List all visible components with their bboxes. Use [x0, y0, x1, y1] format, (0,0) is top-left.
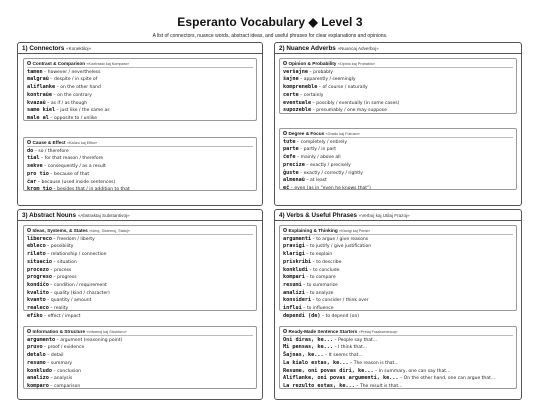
list-item: rilato – relationship / connection — [27, 251, 107, 258]
circle-icon — [283, 61, 287, 65]
list-item: parte – partly / in part — [283, 146, 337, 153]
section-opinion-probability — [279, 58, 517, 114]
list-item: ĉefe – mainly / above all — [283, 154, 341, 161]
list-item: supozeble – presumably / one may suppose — [283, 107, 387, 114]
section-heading: Ideas, Systems, & States «Ideoj, Sistemoj, Statoj» — [27, 228, 253, 235]
circle-icon — [27, 228, 31, 232]
list-item: same kiel – just like / the same as — [27, 107, 110, 114]
list-item: argumenti – to argue / give reasons — [283, 235, 369, 242]
list-item: realeco – reality — [27, 305, 69, 312]
circle-icon — [283, 329, 287, 333]
list-item: situacio – situation — [27, 258, 77, 265]
section-heading: Ready-Made Sentence Starters «Pretaj Frazkomencoj» — [283, 329, 513, 336]
list-item: kondiĉo – condition / requirement — [27, 281, 107, 288]
list-item: tute – completely / entirely — [283, 138, 347, 145]
section-information-structure — [23, 326, 257, 389]
section-heading: Degree & Focus «Grado kaj Fokuso» — [283, 131, 513, 138]
list-item: do – so / therefore — [27, 147, 69, 154]
list-item: kompari – to compare — [283, 274, 336, 281]
list-item: kvazaŭ – as if / as though — [27, 99, 88, 106]
list-item: malgraŭ – despite / in spite of — [27, 76, 98, 83]
list-item: kvanto – quantity / amount — [27, 297, 92, 304]
list-item: Resume, oni povas diri, ke... – In summary, one can say that... — [283, 367, 451, 374]
list-item: konkludi – to conclude — [283, 266, 340, 273]
section-heading: Explaining & Thinking «Klarigi kaj Pensi» — [283, 228, 513, 235]
list-item: Oni diras, ke... – People say that... — [283, 336, 378, 343]
list-item: almenaŭ – at least — [283, 177, 327, 184]
section-contrast-comparison — [23, 58, 257, 121]
section-heading: Cause & Effect «Kaŭzo kaj Efiko» — [27, 140, 253, 147]
list-item: pravigi – to justify / give justification — [283, 243, 372, 250]
page-title: Esperanto Vocabulary ◆ Level 3 — [177, 15, 363, 29]
list-item: konkludo – conclusion — [27, 367, 81, 374]
page-subtitle: A list of connectors, nuance words, abstract ideas, and useful phrases for clear explanations and opinions. — [152, 33, 388, 39]
panel-connectors — [17, 42, 263, 206]
list-item: ŝajne – apparently / seemingly — [283, 76, 356, 83]
circle-icon — [27, 329, 31, 333]
list-item: kvalito – quality (kind / character) — [27, 289, 110, 296]
list-item: Mi pensas, ke... – I think that... — [283, 344, 368, 351]
list-item: pruvo – proof / evidence — [27, 344, 85, 351]
list-item: ĉar – because (used inside sentences) — [27, 178, 116, 185]
list-item: priskribi – to describe — [283, 258, 342, 265]
list-item: resumi – to summarize — [283, 281, 338, 288]
list-item: detalo – detail — [27, 352, 64, 359]
list-item: klarigi – to explain — [283, 251, 333, 258]
section-heading: Information & Structure «Informoj kaj Strukturo» — [27, 329, 253, 336]
panel-verbs-phrases — [274, 209, 522, 400]
list-item: La rezulto estas, ke... – The result is that... — [283, 382, 403, 389]
list-item: Aliflanke, oni povas argumenti, ke... – On the other hand, one can argue that... — [283, 375, 496, 382]
list-item: kontraŭe – on the contrary — [27, 91, 92, 98]
list-item: analizo – analysis — [27, 375, 73, 382]
panel-heading: 1) Connectors «Konektiloj» — [18, 43, 262, 54]
circle-icon — [27, 61, 31, 65]
list-item: tial – for that reason / therefore — [27, 155, 104, 162]
list-item: sekve – consequently / as a result — [27, 163, 106, 170]
list-item: certe – certainly — [283, 91, 324, 98]
panel-heading: 3) Abstract Nouns «Abstraktaj Substantivoj» — [18, 210, 262, 221]
list-item: dependi (de) – to depend (on) — [283, 312, 360, 319]
list-item: pro tio – because of that — [27, 170, 90, 177]
list-item: ĝuste – exactly / correctly / rightly — [283, 169, 363, 176]
list-item: verŝajne – probably — [283, 68, 333, 75]
section-heading: Opinion & Probability «Opinio kaj Probablo» — [283, 61, 513, 68]
list-item: eĉ – even (as in "even he knows that") — [283, 184, 371, 191]
panel-heading: 4) Verbs & Useful Phrases «Verboj kaj Utilaj Frazoj» — [275, 210, 521, 221]
list-item: krom tio – besides that / in addition to that — [27, 186, 130, 193]
list-item: procezo – process — [27, 266, 72, 273]
list-item: argumento – argument (reasoning point) — [27, 336, 123, 343]
list-item: aliflanke – on the other hand — [27, 84, 101, 91]
section-ideas-systems-states — [23, 225, 257, 319]
list-item: kompreneble – of course / naturally — [283, 84, 368, 91]
list-item: tamen – however / nevertheless — [27, 68, 101, 75]
circle-icon — [27, 140, 31, 144]
list-item: male al – opposite to / unlike — [27, 114, 98, 121]
list-item: precize – exactly / precisely — [283, 161, 351, 168]
list-item: konsideri – to consider / think over — [283, 297, 369, 304]
section-explaining-thinking — [279, 225, 517, 319]
list-item: resumo – summary — [27, 359, 73, 366]
section-cause-effect — [23, 137, 257, 191]
panel-abstract-nouns — [17, 209, 263, 400]
list-item: libereco – freedom / liberty — [27, 235, 95, 242]
list-item: analizi – to analyze — [283, 289, 334, 296]
panel-nuance-adverbs — [274, 42, 522, 206]
list-item: komparo – comparison — [27, 382, 81, 389]
section-degree-focus — [279, 128, 517, 190]
list-item: progreso – progress — [27, 274, 77, 281]
list-item: Ŝajnas, ke... – It seems that... — [283, 352, 363, 359]
section-heading: Contrast & Comparison «Kontrasto kaj Komparo» — [27, 61, 253, 68]
panel-heading: 2) Nuance Adverbs «Nuancaj Adverboj» — [275, 43, 521, 54]
list-item: influi – to influence — [283, 305, 334, 312]
circle-icon — [283, 131, 287, 135]
circle-icon — [283, 228, 287, 232]
list-item: efiko – effect / impact — [27, 312, 81, 319]
list-item: eventuale – possibly / eventually (in some cases) — [283, 99, 400, 106]
list-item: La kialo estas, ke... – The reason is that... — [283, 359, 399, 366]
list-item: ebleco – possibility — [27, 243, 74, 250]
section-sentence-starters — [279, 326, 517, 389]
